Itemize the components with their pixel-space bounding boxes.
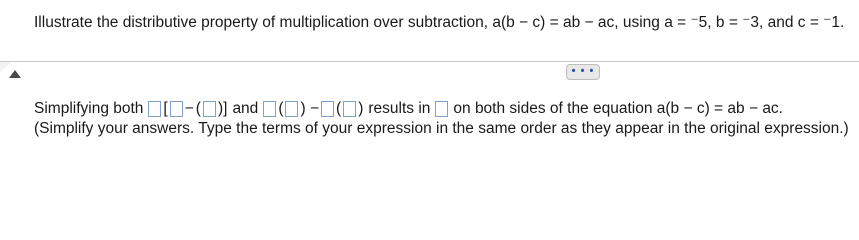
results-in-text: results in [368, 100, 431, 117]
answer-line [34, 100, 783, 118]
instructions-text: (Simplify your answers. Type the terms of your expression in the same order as they appear in the original expression.) [34, 120, 849, 137]
close-paren-bracket: )] [217, 100, 228, 117]
close-paren-3: ) [358, 100, 364, 117]
answer-box-7[interactable] [343, 101, 356, 117]
open-paren-1: ( [195, 100, 201, 117]
question-text: Illustrate the distributive property of multiplication over subtraction, a(b − c) = ab − ac, using a = ⁻5, b = ⁻3, and c = ⁻1. [34, 14, 845, 31]
answer-box-5[interactable] [285, 101, 298, 117]
answer-box-3[interactable] [203, 101, 216, 117]
answer-box-1[interactable] [148, 101, 161, 117]
open-paren-3: ( [336, 100, 342, 117]
answer-box-2[interactable] [170, 101, 183, 117]
section-divider [0, 61, 859, 62]
open-paren-2: ( [278, 100, 284, 117]
and-text: and [232, 100, 259, 117]
step-prefix: Simplifying both [34, 100, 144, 117]
step-suffix: on both sides of the equation a(b − c) = ab − ac. [453, 100, 783, 117]
close-paren-minus: ) − [300, 100, 320, 117]
answer-box-8[interactable] [435, 101, 448, 117]
open-bracket: [ [163, 100, 168, 117]
more-options-button[interactable]: • • • [566, 64, 600, 80]
answer-box-4[interactable] [263, 101, 276, 117]
minus-sign: − [184, 100, 194, 117]
answer-box-6[interactable] [321, 101, 334, 117]
collapse-triangle-icon[interactable] [9, 70, 21, 78]
